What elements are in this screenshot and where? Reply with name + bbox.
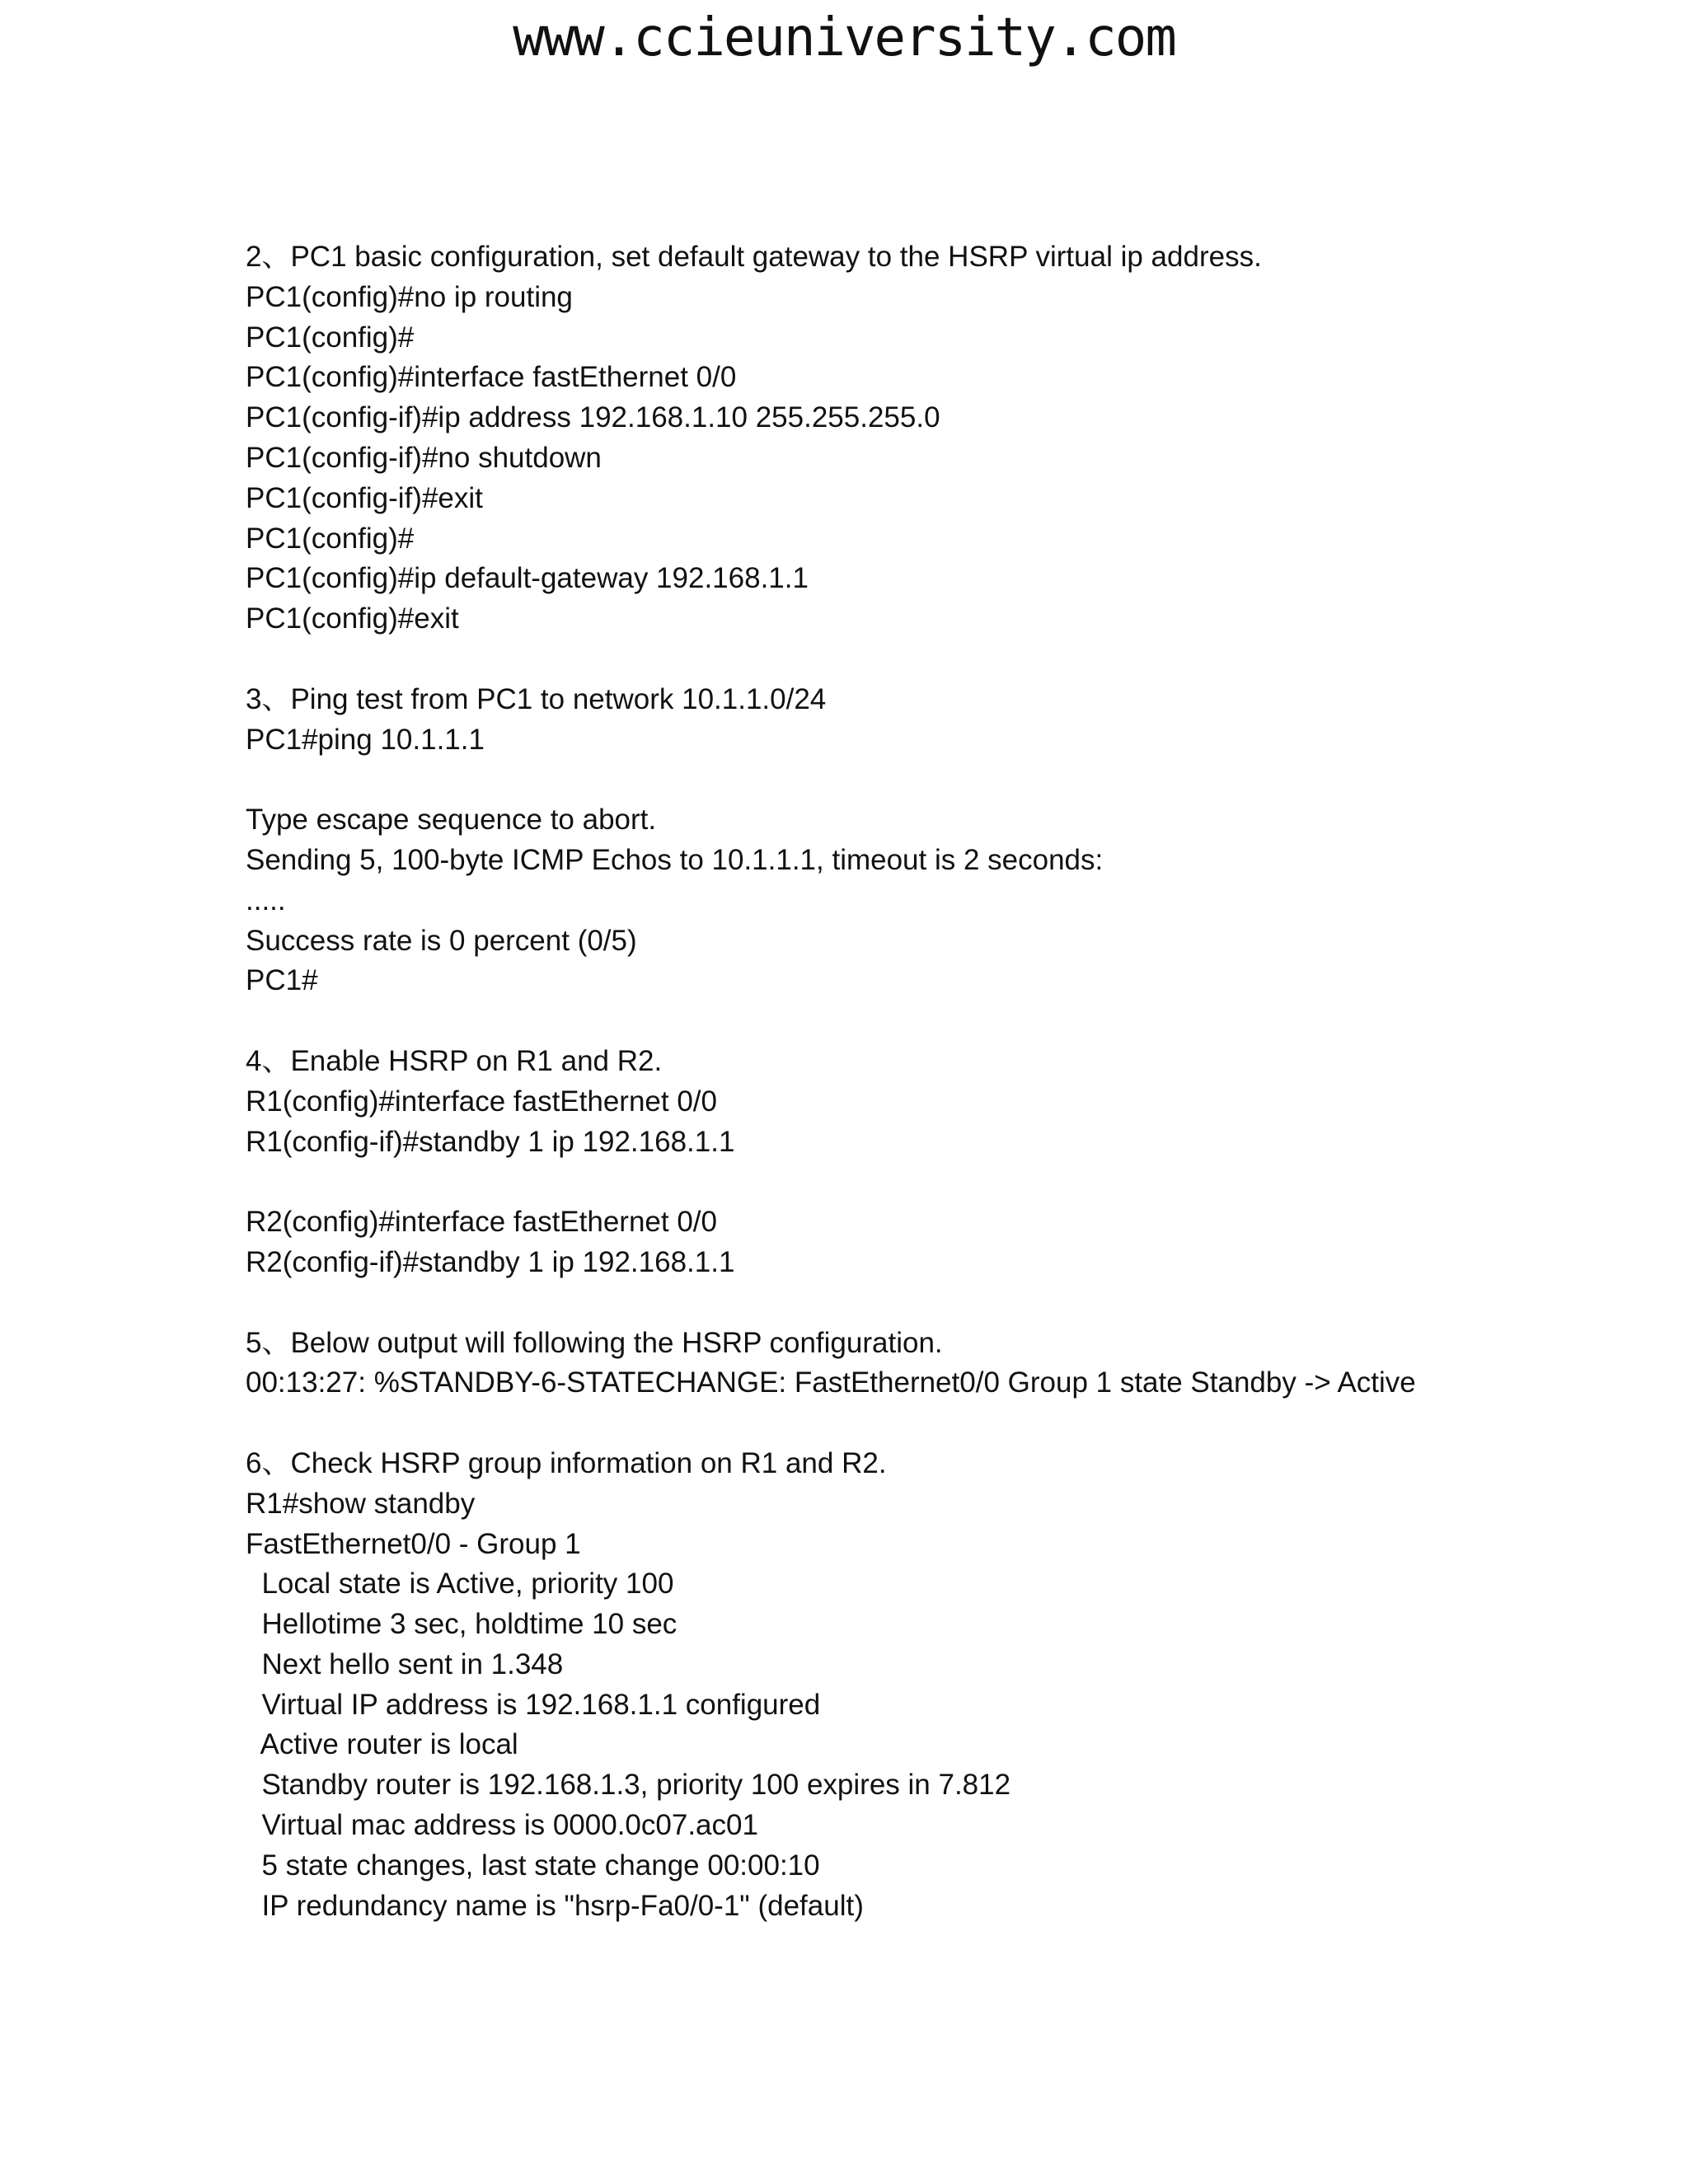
output-line: Sending 5, 100-byte ICMP Echos to 10.1.1.1, timeout is 2 seconds: — [246, 843, 1104, 876]
output-line: Virtual mac address is 0000.0c07.ac01 — [246, 1809, 758, 1842]
section-heading: 2、PC1 basic configuration, set default gateway to the HSRP virtual ip address. — [246, 241, 1262, 273]
section-heading: 5、Below output will following the HSRP configuration. — [246, 1326, 943, 1359]
output-line: PC1#ping 10.1.1.1 — [246, 723, 485, 756]
config-line: PC1(config)#interface fastEthernet 0/0 — [246, 361, 737, 394]
output-line — [246, 760, 1647, 800]
output-line: Virtual IP address is 192.168.1.1 configured — [246, 1688, 821, 1721]
output-line: IP redundancy name is "hsrp-Fa0/0-1" (default) — [246, 1889, 864, 1922]
output-line: Type escape sequence to abort. — [246, 804, 657, 837]
config-line: R2(config-if)#standby 1 ip 192.168.1.1 — [246, 1245, 735, 1278]
config-line: PC1(config)# — [246, 321, 415, 354]
config-line: R1(config-if)#standby 1 ip 192.168.1.1 — [246, 1125, 735, 1158]
config-line: PC1(config-if)#exit — [246, 481, 483, 514]
config-line: PC1(config-if)#no shutdown — [246, 441, 602, 474]
site-header: www.ccieuniversity.com — [513, 7, 1175, 68]
output-line: Local state is Active, priority 100 — [246, 1568, 674, 1601]
output-line: FastEthernet0/0 - Group 1 — [246, 1527, 581, 1560]
section-heading: 4、Enable HSRP on R1 and R2. — [246, 1044, 663, 1077]
output-line: ..... — [246, 883, 286, 916]
config-line: PC1(config)#exit — [246, 602, 459, 635]
section-heading: 6、Check HSRP group information on R1 and R2. — [246, 1446, 887, 1479]
output-line: 5 state changes, last state change 00:00:10 — [246, 1849, 820, 1882]
config-line: R1(config)#interface fastEthernet 0/0 — [246, 1085, 717, 1118]
config-line: PC1(config)#no ip routing — [246, 280, 573, 313]
output-line: Hellotime 3 sec, holdtime 10 sec — [246, 1608, 678, 1641]
paragraph-gap — [246, 1283, 1647, 1324]
config-line: PC1(config)# — [246, 522, 415, 555]
config-line: PC1(config-if)#ip address 192.168.1.10 255.255.255.0 — [246, 401, 940, 434]
section-heading: 3、Ping test from PC1 to network 10.1.1.0/24 — [246, 682, 827, 715]
paragraph-gap — [246, 640, 1647, 680]
output-line: Standby router is 192.168.1.3, priority 100 expires in 7.812 — [246, 1769, 1011, 1802]
document-body — [246, 237, 1647, 1926]
paragraph-gap — [246, 1404, 1647, 1444]
config-line — [246, 1162, 1647, 1202]
paragraph-gap — [246, 1001, 1647, 1042]
log-line: 00:13:27: %STANDBY-6-STATECHANGE: FastEthernet0/0 Group 1 state Standby -> Active — [246, 1366, 1416, 1399]
config-line: PC1(config)#ip default-gateway 192.168.1.1 — [246, 562, 809, 595]
output-line: R1#show standby — [246, 1487, 476, 1520]
output-line: Success rate is 0 percent (0/5) — [246, 924, 637, 957]
output-line: Next hello sent in 1.348 — [246, 1647, 564, 1680]
output-line: Active router is local — [246, 1728, 518, 1761]
config-line: R2(config)#interface fastEthernet 0/0 — [246, 1206, 717, 1239]
output-line: PC1# — [246, 964, 318, 997]
